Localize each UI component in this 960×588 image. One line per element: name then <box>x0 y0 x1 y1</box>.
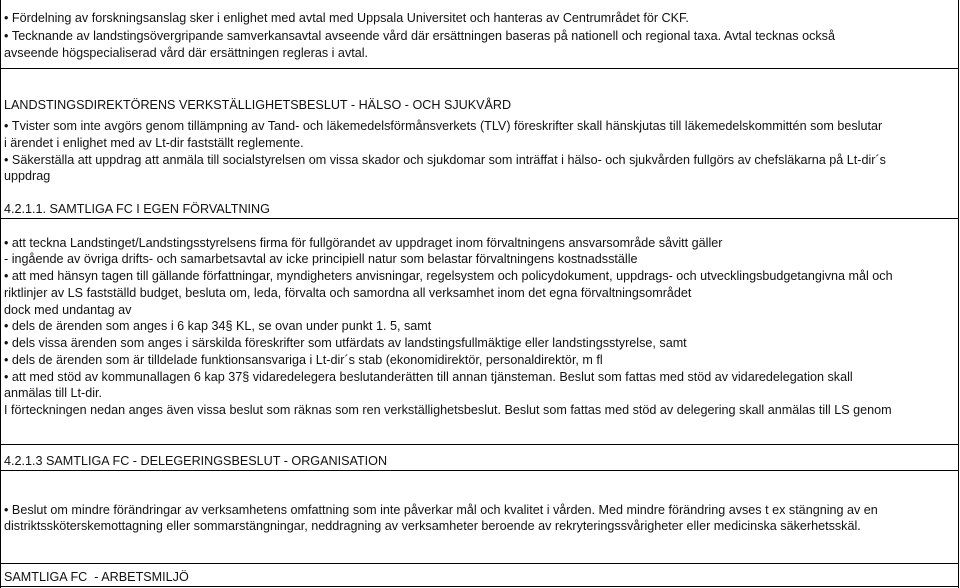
table-divider <box>0 586 959 587</box>
list-item-continuation: avseende högspecialiserad vård där ersättningen regleras i avtal. <box>4 46 369 60</box>
paragraph: I förteckningen nedan anges även vissa beslut som räknas som ren verkställighetsbeslut. Beslut som fattas med stöd av delegering skall anmälas till LS genom <box>4 403 892 417</box>
list-item: • dels de ärenden som är tilldelade funktionsansvariga i Lt-dir´s stab (ekonomidirektör, personaldirektör, m fl <box>4 352 603 368</box>
table-divider <box>0 470 959 471</box>
table-divider <box>0 563 959 564</box>
list-item: • att med hänsyn tagen till gällande författningar, myndigheters anvisningar, regelsystem och policydokument, uppdrags- och utvecklingsbudgetangivna mål och <box>4 268 893 284</box>
list-item: • Tvister som inte avgörs genom tillämpning av Tand- och läkemedelsförmånsverkets (TLV) föreskrifter skall hänskjutas till läkemedelskommittén som beslutar <box>4 118 882 134</box>
list-item-continuation: riktlinjer av LS fastställd budget, besluta om, leda, förvalta och samordna all verksamhet inom det egna förvaltningsområdet <box>4 286 692 300</box>
table-divider <box>0 218 959 219</box>
section-heading: 4.2.1.1. SAMTLIGA FC I EGEN FÖRVALTNING <box>4 202 270 216</box>
section-heading: LANDSTINGSDIREKTÖRENS VERKSTÄLLIGHETSBESLUT - HÄLSO - OCH SJUKVÅRD <box>4 98 512 112</box>
list-item-continuation: anmälas till Lt-dir. <box>4 386 102 400</box>
list-item: • dels de ärenden som anges i 6 kap 34§ KL, se ovan under punkt 1. 5, samt <box>4 318 431 334</box>
table-divider <box>0 444 959 445</box>
list-item-continuation: i ärendet i enlighet med av Lt-dir fastställt reglemente. <box>4 136 304 150</box>
list-item: • Tecknande av landstingsövergripande samverkansavtal avseende vård där ersättningen baseras på nationell och regional taxa. Avtal tecknas också <box>4 28 835 44</box>
list-item-continuation: distriktssköterskemottagning eller sommarstängningar, neddragning av verksamheter beroende av rekryteringssvårigheter eller medicinska säkerhetsskäl. <box>4 519 861 533</box>
table-border-right <box>958 0 959 588</box>
list-item: • Fördelning av forskningsanslag sker i enlighet med avtal med Uppsala Universitet och hanteras av Centrumrådet för CKF. <box>4 10 689 26</box>
table-divider <box>0 68 959 69</box>
section-heading: SAMTLIGA FC - ARBETSMILJÖ <box>4 570 189 584</box>
section-heading: 4.2.1.3 SAMTLIGA FC - DELEGERINGSBESLUT - ORGANISATION <box>4 454 388 468</box>
list-item: • att teckna Landstinget/Landstingsstyrelsens firma för fullgörandet av uppdraget inom förvaltningens ansvarsområde såvitt gäller <box>4 235 722 251</box>
list-item: • Beslut om mindre förändringar av verksamhetens omfattning som inte påverkar mål och kvalitet i vården. Med mindre förändring avses t ex stängning av en <box>4 502 878 518</box>
list-item-continuation: - ingående av övriga drifts- och samarbetsavtal av icke principiell natur som belastar förvaltningens kostnadsställe <box>4 252 638 266</box>
list-item-continuation: uppdrag <box>4 169 51 183</box>
list-item-continuation: dock med undantag av <box>4 303 132 317</box>
list-item: • att med stöd av kommunallagen 6 kap 37§ vidaredelegera beslutanderätten till annan tjänsteman. Beslut som fattas med stöd av vidaredelegation skall <box>4 369 853 385</box>
list-item: • dels vissa ärenden som anges i särskilda föreskrifter som utfärdats av landstingsfullmäktige eller landstingsstyrelse, samt <box>4 335 687 351</box>
list-item: • Säkerställa att uppdrag att anmäla till socialstyrelsen om vissa skador och sjukdomar som inträffat i hälso- och sjukvården fullgörs av chefsläkarna på Lt-dir´s <box>4 152 886 168</box>
table-border-left <box>0 0 1 588</box>
